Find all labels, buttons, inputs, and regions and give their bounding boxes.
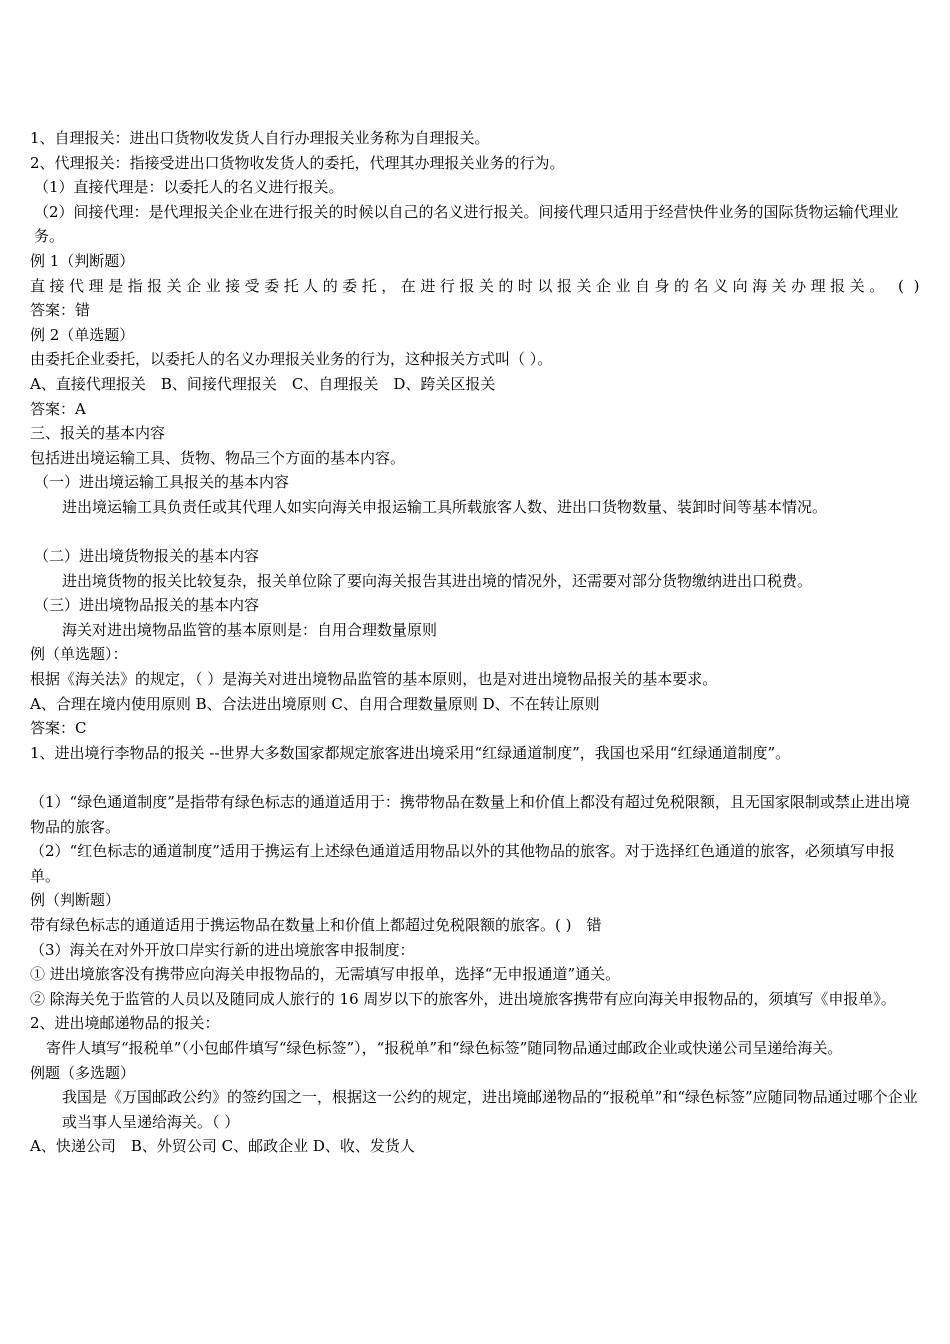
subsection-2-body: 进出境货物的报关比较复杂，报关单位除了要向海关报告其进出境的情况外，还需要对部分货物缴纳进出口税费。 [62,571,813,590]
section-3-heading: 三、报关的基本内容 [30,424,166,443]
example-2-answer: 答案：A [30,399,86,418]
example-4-question: 带有绿色标志的通道适用于携运物品在数量上和价值上都超过免税限额的旅客。( ) 错 [30,916,602,934]
example-1-heading: 例 1（判断题） [30,251,135,270]
example-1-answer: 答案：错 [30,301,91,320]
luggage-declaration: 1、进出境行李物品的报关 --世界大多数国家都规定旅客进出境采用“红绿通道制度”，我国也采用“红绿通道制度”。 [30,743,791,762]
postal-items-heading: 2、进出境邮递物品的报关： [30,1014,220,1033]
blank-line [30,520,920,545]
example-2-options: A、直接代理报关 B、间接代理报关 C、自理报关 D、跨关区报关 [30,374,496,393]
subsection-1-heading: （一）进出境运输工具报关的基本内容 [34,473,290,492]
new-declaration-system: （3）海关在对外开放口岸实行新的进出境旅客申报制度： [30,940,415,959]
example-3-options: A、合理在境内使用原则 B、合法进出境原则 C、自用合理数量原则 D、不在转让原则 [30,694,600,713]
document-body [30,126,920,1159]
example-4-heading: 例（判断题） [30,891,121,910]
rule-item-2: ② 除海关免于监管的人员以及随同成人旅行的 16 周岁以下的旅客外，进出境旅客携带有应向海关申报物品的，须填写《申报单》。 [30,989,896,1008]
example-3-question: 根据《海关法》的规定，（ ）是海关对进出境物品监管的基本原则，也是对进出境物品报关的基本要求。 [30,670,718,689]
subsection-1-body: 进出境运输工具负责任或其代理人如实向海关申报运输工具所载旅客人数、进出口货物数量、装卸时间等基本情况。 [62,497,828,516]
example-3-answer: 答案：C [30,719,87,738]
blank-line [30,765,920,790]
example-5-question: 我国是《万国邮政公约》的签约国之一，根据这一公约的规定，进出境邮递物品的“报税单”和“绿色标签”应随同物品通过哪个企业或当事人呈递给海关。（ ） [62,1088,918,1131]
example-2-question: 由委托企业委托，以委托人的名义办理报关业务的行为，这种报关方式叫（ ）。 [30,350,553,369]
postal-items-body: 寄件人填写“报税单”（小包邮件填写“绿色标签”），“报税单”和“绿色标签”随同物品通过邮政企业或快递公司呈递给海关。 [46,1038,843,1057]
example-1-question: 直接代理是指报关企业接受委托人的委托，在进行报关的时以报关企业自身的名义向海关办理报关。 ( ) [30,276,920,295]
paragraph-self-declaration: 1、自理报关：进出口货物收发货人自行办理报关业务称为自理报关。 [30,129,490,147]
rule-item-1: ① 进出境旅客没有携带应向海关申报物品的，无需填写申报单，选择“无申报通道”通关。 [30,965,621,984]
paragraph-direct-agent: （1）直接代理是：以委托人的名义进行报关。 [34,178,344,197]
example-5-options: A、快递公司 B、外贸公司 C、邮政企业 D、收、发货人 [30,1137,415,1156]
subsection-3-heading: （三）进出境物品报关的基本内容 [34,596,260,615]
subsection-2-heading: （二）进出境货物报关的基本内容 [34,547,260,566]
green-channel-rule: （1）“绿色通道制度”是指带有绿色标志的通道适用于：携带物品在数量上和价值上都没有超过免税限额，且无国家限制或禁止进出境物品的旅客。 [30,793,910,836]
example-2-heading: 例 2（单选题） [30,325,135,344]
paragraph-agent-declaration: 2、代理报关：指接受进出口货物收发货人的委托，代理其办理报关业务的行为。 [30,153,565,172]
red-channel-rule: （2）“红色标志的通道制度”适用于携运有上述绿色通道适用物品以外的其他物品的旅客。对于选择红色通道的旅客，必须填写申报单。 [30,842,895,885]
paragraph-indirect-agent: （2）间接代理：是代理报关企业在进行报关的时候以自己的名义进行报关。间接代理只适用于经营快件业务的国际货物运输代理业务。 [34,202,899,246]
subsection-3-body: 海关对进出境物品监管的基本原则是：自用合理数量原则 [62,620,438,639]
example-5-heading: 例题（多选题） [30,1063,136,1082]
section-3-intro: 包括进出境运输工具、货物、物品三个方面的基本内容。 [30,448,406,467]
example-3-heading: 例（单选题）： [30,645,128,664]
